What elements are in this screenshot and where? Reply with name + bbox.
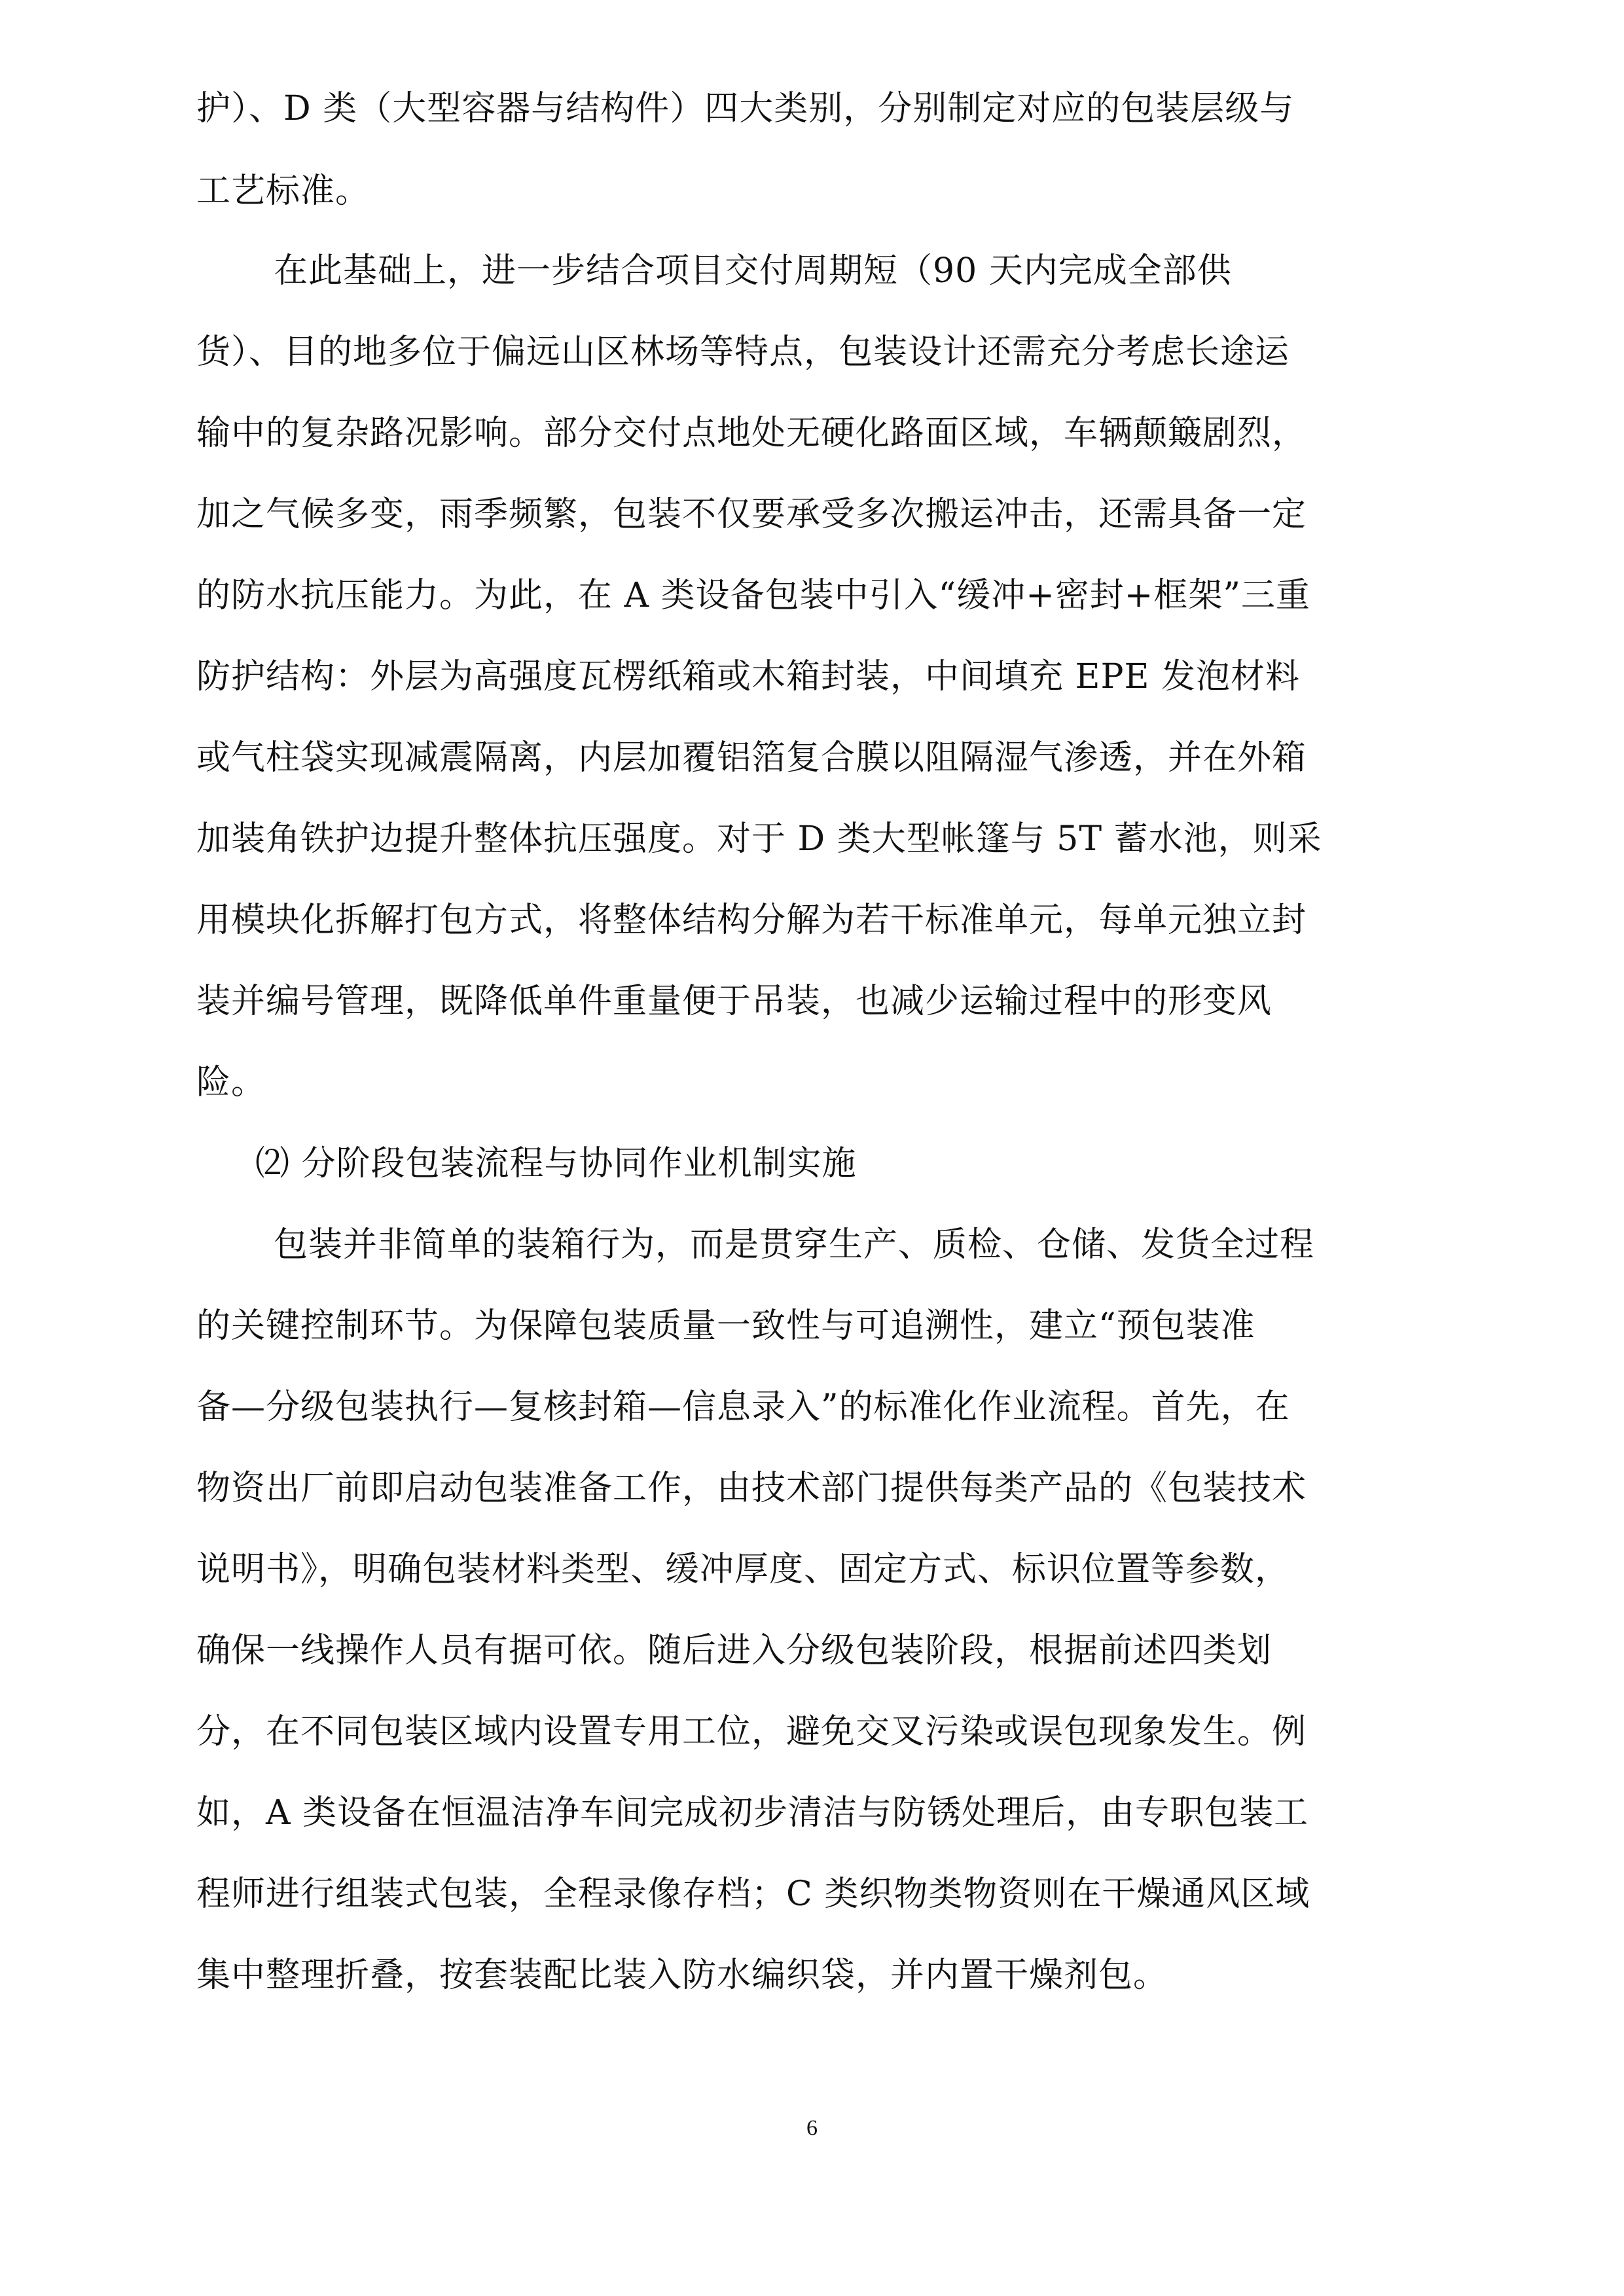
- paragraph-3-line-10: 集中整理折叠，按套装配比装入防水编织袋，并内置干燥剂包。: [196, 1956, 1168, 1995]
- paragraph-2-line-1: 在此基础上，进一步结合项目交付周期短（90 天内完成全部供: [274, 251, 1232, 291]
- paragraph-3-line-2: 的关键控制环节。为保障包装质量一致性与可追溯性，建立“预包装准: [196, 1306, 1255, 1346]
- paragraph-2-line-10: 装并编号管理，既降低单件重量便于吊装，也减少运输过程中的形变风: [196, 982, 1272, 1021]
- paragraph-3-line-5: 说明书》，明确包装材料类型、缓冲厚度、固定方式、标识位置等参数，: [196, 1550, 1290, 1589]
- paragraph-2-line-9: 用模块化拆解打包方式，将整体结构分解为若干标准单元，每单元独立封: [196, 901, 1307, 940]
- paragraph-2-line-3: 输中的复杂路况影响。部分交付点地处无硬化路面区域，车辆颠簸剧烈，: [196, 414, 1307, 453]
- paragraph-3-line-1: 包装并非简单的装箱行为，而是贯穿生产、质检、仓储、发货全过程: [274, 1225, 1315, 1265]
- paragraph-2-line-4: 加之气候多变，雨季频繁，包装不仅要承受多次搬运冲击，还需具备一定: [196, 495, 1307, 534]
- paragraph-2-line-6: 防护结构：外层为高强度瓦楞纸箱或木箱封装，中间填充 EPE 发泡材料: [196, 657, 1300, 696]
- paragraph-3-line-8: 如，A 类设备在恒温洁净车间完成初步清洁与防锈处理后，由专职包装工: [196, 1793, 1309, 1833]
- paragraph-3-line-3: 备—分级包装执行—复核封箱—信息录入”的标准化作业流程。首先，在: [196, 1388, 1290, 1427]
- paragraph-3-line-6: 确保一线操作人员有据可依。随后进入分级包装阶段，根据前述四类划: [196, 1631, 1272, 1670]
- paragraph-3-line-9: 程师进行组装式包装，全程录像存档；C 类织物类物资则在干燥通风区域: [196, 1874, 1310, 1914]
- paragraph-2-line-2: 货）、目的地多位于偏远山区林场等特点，包装设计还需充分考虑长途运: [196, 332, 1290, 372]
- section-heading: ⑵ 分阶段包装流程与协同作业机制实施: [255, 1144, 857, 1183]
- paragraph-2-line-7: 或气柱袋实现减震隔离，内层加覆铝箔复合膜以阻隔湿气渗透，并在外箱: [196, 738, 1307, 778]
- paragraph-3-line-7: 分，在不同包装区域内设置专用工位，避免交叉污染或误包现象发生。例: [196, 1712, 1307, 1751]
- paragraph-1-line-2: 工艺标准。: [196, 171, 370, 211]
- paragraph-2-line-5: 的防水抗压能力。为此，在 A 类设备包装中引入“缓冲+密封+框架”三重: [196, 576, 1310, 615]
- page-number: 6: [806, 2116, 818, 2140]
- paragraph-2-line-8: 加装角铁护边提升整体抗压强度。对于 D 类大型帐篷与 5T 蓄水池，则采: [196, 819, 1322, 859]
- paragraph-1-line-1: 护）、D 类（大型容器与结构件）四大类别，分别制定对应的包装层级与: [196, 89, 1295, 128]
- paragraph-2-line-11: 险。: [196, 1063, 266, 1102]
- paragraph-3-line-4: 物资出厂前即启动包装准备工作，由技术部门提供每类产品的《包装技术: [196, 1469, 1307, 1508]
